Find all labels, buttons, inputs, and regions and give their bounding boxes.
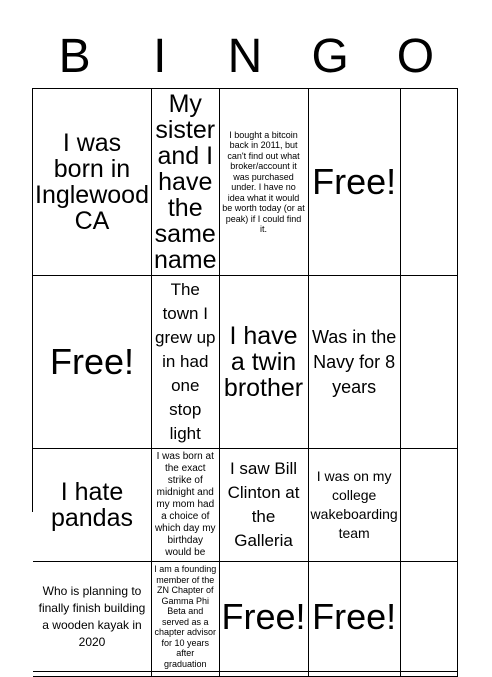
bingo-cell-1-3 [220, 89, 309, 276]
cell-text: I was on my college wakeboarding team [310, 468, 398, 541]
cell-text: I bought a bitcoin back in 2011, but can't find out what broker/account it was purchased under. I have no idea what it would be worth today (or at peak) if I could find it. [222, 129, 305, 234]
cell-text: I saw Bill Clinton at the Galleria [227, 459, 300, 550]
bingo-cell-2-2 [152, 276, 220, 449]
bingo-cell-4-4 [309, 562, 401, 672]
bingo-cell-4-2 [152, 562, 220, 672]
bingo-cell-3-5 [401, 449, 458, 562]
bingo-cell-2-1 [33, 276, 152, 449]
bingo-cell-1-5 [401, 89, 458, 276]
header-letter-n: N [227, 30, 263, 83]
bingo-cell-5-1 [33, 672, 152, 677]
cell-text: I am a founding member of the ZN Chapter of Gamma Phi Beta and served as a chapter advisor for 10 years after graduation [154, 564, 217, 669]
bingo-cell-3-2 [152, 449, 220, 562]
bingo-cell-1-2 [152, 89, 220, 276]
header-letter-i: I [153, 30, 167, 83]
free-space: Free! [312, 161, 397, 202]
bingo-cell-3-4 [309, 449, 401, 562]
cell-text: The town I grew up in had one stop light [155, 280, 216, 443]
free-space: Free! [49, 341, 134, 382]
bingo-header [32, 26, 458, 88]
bingo-cell-2-5 [401, 276, 458, 449]
cell-text: I have a twin brother [223, 322, 304, 402]
bingo-cell-3-3 [220, 449, 309, 562]
bingo-cell-1-1 [33, 89, 152, 276]
cell-text: I was born in Inglewood CA [35, 129, 149, 235]
bingo-cell-4-3 [220, 562, 309, 672]
bingo-cell-3-1 [33, 449, 152, 562]
bingo-cell-4-1 [33, 562, 152, 672]
header-letter-g: G [311, 30, 349, 83]
bingo-cell-1-4 [309, 89, 401, 276]
bingo-cell-5-4 [309, 672, 401, 677]
cell-text: Was in the Navy for 8 years [311, 326, 397, 397]
cell-text: I hate pandas [50, 478, 133, 532]
cell-text: I was born at the exact strike of midnight and my mom had a choice of which day my birthday would be [154, 451, 216, 558]
header-letter-b: B [58, 30, 91, 83]
bingo-cell-4-5 [401, 562, 458, 672]
bingo-cell-5-3 [220, 672, 309, 677]
free-space: Free! [221, 595, 306, 637]
bingo-grid [32, 88, 458, 669]
bingo-cell-5-2 [152, 672, 220, 677]
cell-text: Who is planning to finally finish building a wooden kayak in 2020 [38, 583, 146, 649]
free-space: Free! [312, 595, 397, 637]
bingo-cell-5-5 [401, 672, 458, 677]
bingo-cell-2-4 [309, 276, 401, 449]
header-letter-o: O [396, 30, 435, 83]
bingo-cell-2-3 [220, 276, 309, 449]
cell-text: My sister and I have the same name [153, 90, 217, 274]
